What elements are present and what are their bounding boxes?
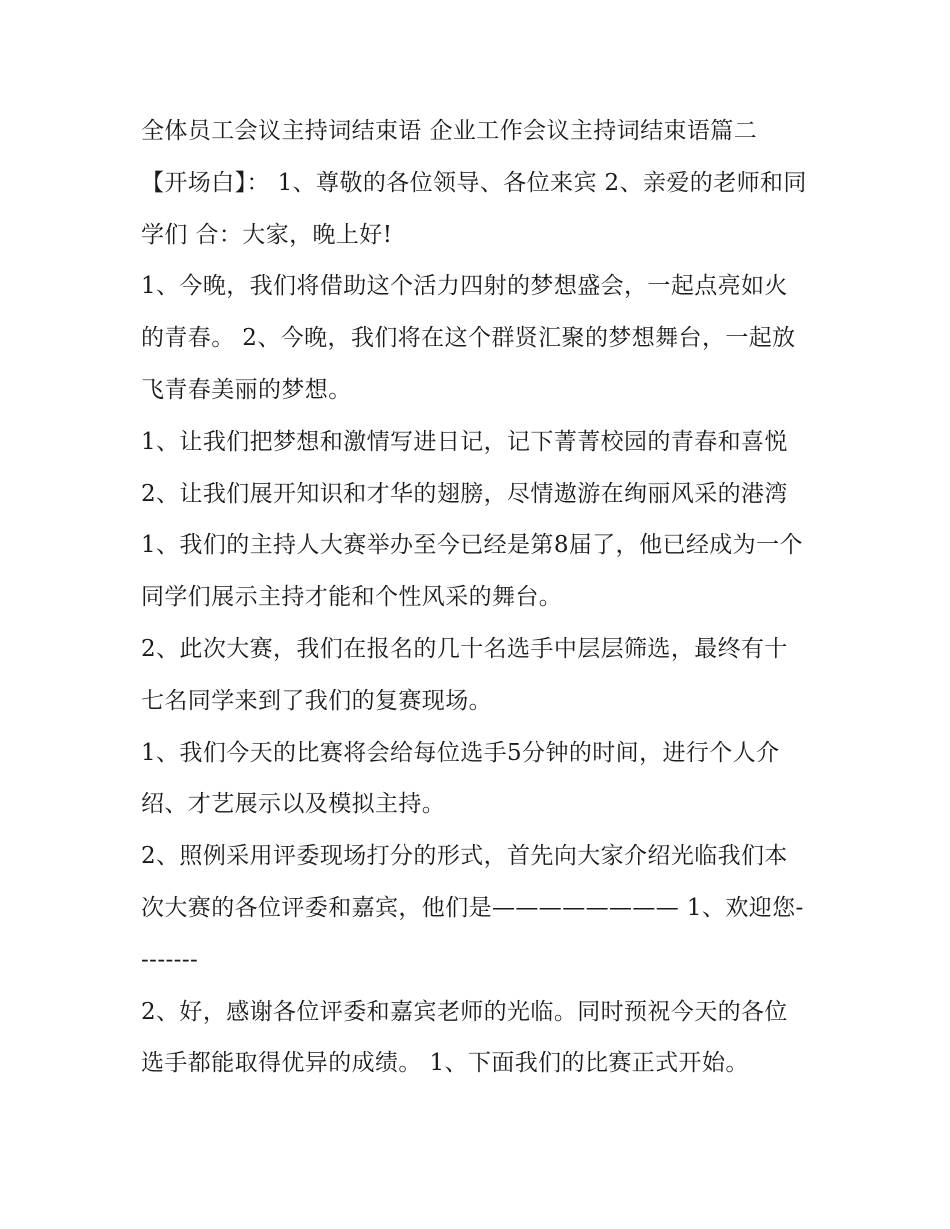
paragraph-judges: 2、照例采用评委现场打分的形式，首先向大家介绍光临我们本次大赛的各位评委和嘉宾，他们是———————— 1、欢迎您-------- (141, 843, 804, 973)
paragraph-start: 2、好，感谢各位评委和嘉宾老师的光临。同时预祝今天的各位选手都能取得优异的成绩。 1、下面我们的比赛正式开始。 (141, 998, 788, 1077)
paragraph-rules: 1、我们今天的比赛将会给每位选手5分钟的时间，进行个人介绍、才艺展示以及模拟主持。 (141, 739, 780, 818)
document-title: 全体员工会议主持词结束语 企业工作会议主持词结束语篇二 (141, 118, 758, 144)
paragraph-opening: 【开场白】： 1、尊敬的各位领导、各位来宾 2、亲爱的老师和同学们 合：大家，晚上好! (141, 169, 807, 248)
paragraph-contest-history: 1、我们的主持人大赛举办至今已经是第8届了，他已经成为一个同学们展示主持才能和个性风采的舞台。 (141, 532, 803, 611)
paragraph-selection: 2、此次大赛，我们在报名的几十名选手中层层筛选，最终有十七名同学来到了我们的复赛现场。 (141, 635, 788, 714)
paragraph-dreams: 1、让我们把梦想和激情写进日记，记下菁菁校园的青春和喜悦 2、让我们展开知识和才华的翅膀，尽情遨游在绚丽风采的港湾 (141, 428, 788, 507)
document-body (141, 106, 811, 1090)
paragraph-tonight: 1、今晚，我们将借助这个活力四射的梦想盛会，一起点亮如火的青春。 2、今晚，我们将在这个群贤汇聚的梦想舞台，一起放飞青春美丽的梦想。 (141, 273, 796, 403)
